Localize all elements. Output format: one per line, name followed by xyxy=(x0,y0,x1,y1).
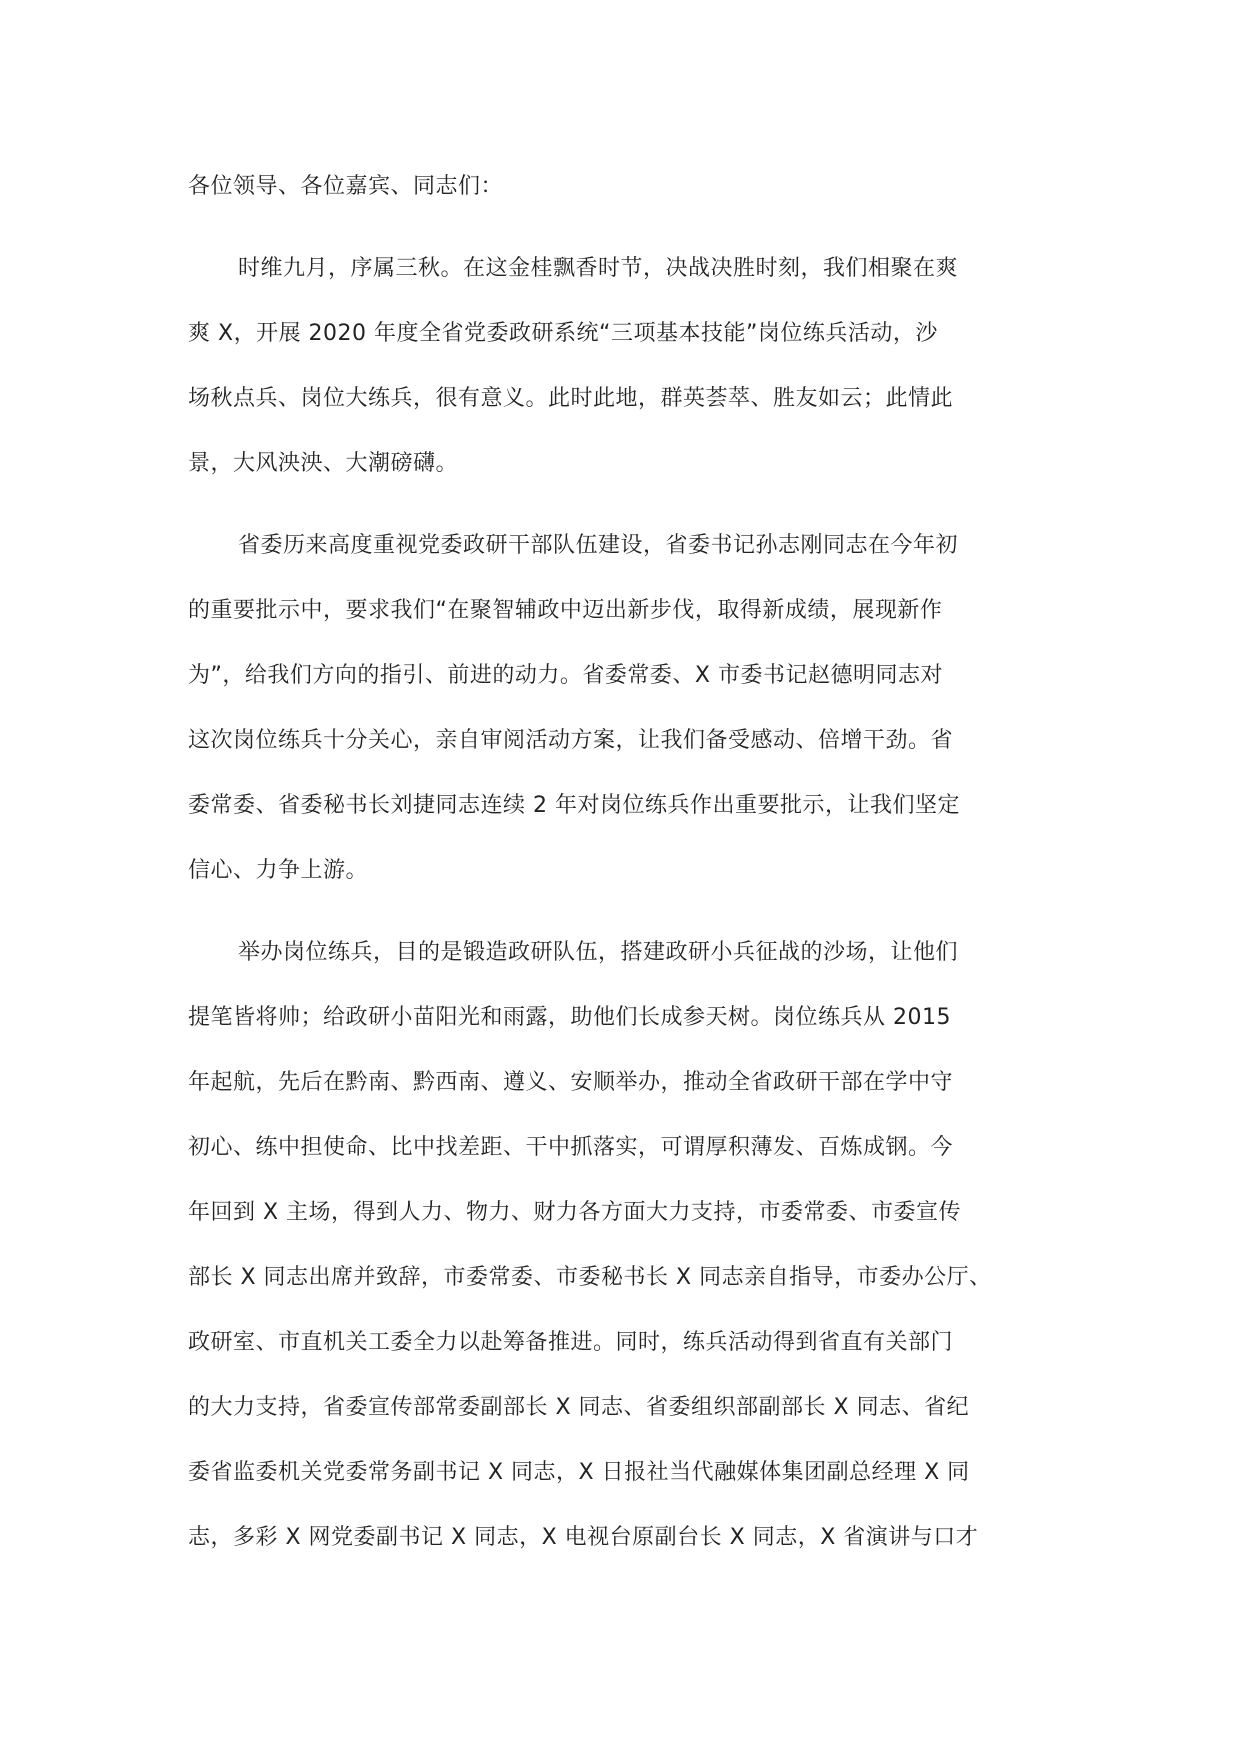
paragraph-line: 的大力支持，省委宣传部常委副部长 X 同志、省委组织部副部长 X 同志、省纪 xyxy=(188,1395,970,1420)
paragraph-line: 爽 X，开展 2020 年度全省党委政研系统“三项基本技能”岗位练兵活动，沙 xyxy=(188,321,938,346)
paragraph-line: 志，多彩 X 网党委副书记 X 同志，X 电视台原副台长 X 同志，X 省演讲与口才 xyxy=(188,1525,979,1550)
paragraph-1 xyxy=(188,252,1068,512)
paragraph-line: 初心、练中担使命、比中找差距、干中抓落实，可谓厚积薄发、百炼成钢。今 xyxy=(188,1135,954,1160)
paragraph-line: 为”，给我们方向的指引、前进的动力。省委常委、X 市委书记赵德明同志对 xyxy=(188,663,943,688)
paragraph-line: 的重要批示中，要求我们“在聚智辅政中迈出新步伐，取得新成绩，展现新作 xyxy=(188,598,943,623)
paragraph-line: 景，大风泱泱、大潮磅礴。 xyxy=(188,451,459,476)
paragraph-line: 年起航，先后在黔南、黔西南、遵义、安顺举办，推动全省政研干部在学中守 xyxy=(188,1070,954,1095)
paragraph-line: 这次岗位练兵十分关心，亲自审阅活动方案，让我们备受感动、倍增干劲。省 xyxy=(188,728,954,753)
speech-text xyxy=(188,170,1068,1586)
paragraph-gap xyxy=(188,512,1068,529)
paragraph-3 xyxy=(188,936,1068,1586)
paragraph-gap xyxy=(188,235,1068,252)
paragraph-line: 提笔皆将帅；给政研小苗阳光和雨露，助他们长成参天树。岗位练兵从 2015 xyxy=(188,1005,951,1030)
salutation: 各位领导、各位嘉宾、同志们： xyxy=(188,174,504,199)
paragraph-line: 信心、力争上游。 xyxy=(188,858,369,883)
paragraph-2 xyxy=(188,529,1068,919)
paragraph-line: 举办岗位练兵，目的是锻造政研队伍，搭建政研小兵征战的沙场，让他们 xyxy=(238,940,959,965)
paragraph-line: 委省监委机关党委常务副书记 X 同志，X 日报社当代融媒体集团副总经理 X 同 xyxy=(188,1460,970,1485)
paragraph-line: 场秋点兵、岗位大练兵，很有意义。此时此地，群英荟萃、胜友如云；此情此 xyxy=(188,386,954,411)
paragraph-line: 时维九月，序属三秋。在这金桂飘香时节，决战决胜时刻，我们相聚在爽 xyxy=(238,256,959,281)
paragraph-line: 年回到 X 主场，得到人力、物力、财力各方面大力支持，市委常委、市委宣传 xyxy=(188,1200,962,1225)
paragraph-line: 省委历来高度重视党委政研干部队伍建设，省委书记孙志刚同志在今年初 xyxy=(238,533,959,558)
paragraph-line: 政研室、市直机关工委全力以赴筹备推进。同时，练兵活动得到省直有关部门 xyxy=(188,1330,954,1355)
paragraph-line: 部长 X 同志出席并致辞，市委常委、市委秘书长 X 同志亲自指导，市委办公厅、 xyxy=(188,1265,992,1290)
paragraph-gap xyxy=(188,919,1068,936)
paragraph-line: 委常委、省委秘书长刘捷同志连续 2 年对岗位练兵作出重要批示，让我们坚定 xyxy=(188,793,960,818)
